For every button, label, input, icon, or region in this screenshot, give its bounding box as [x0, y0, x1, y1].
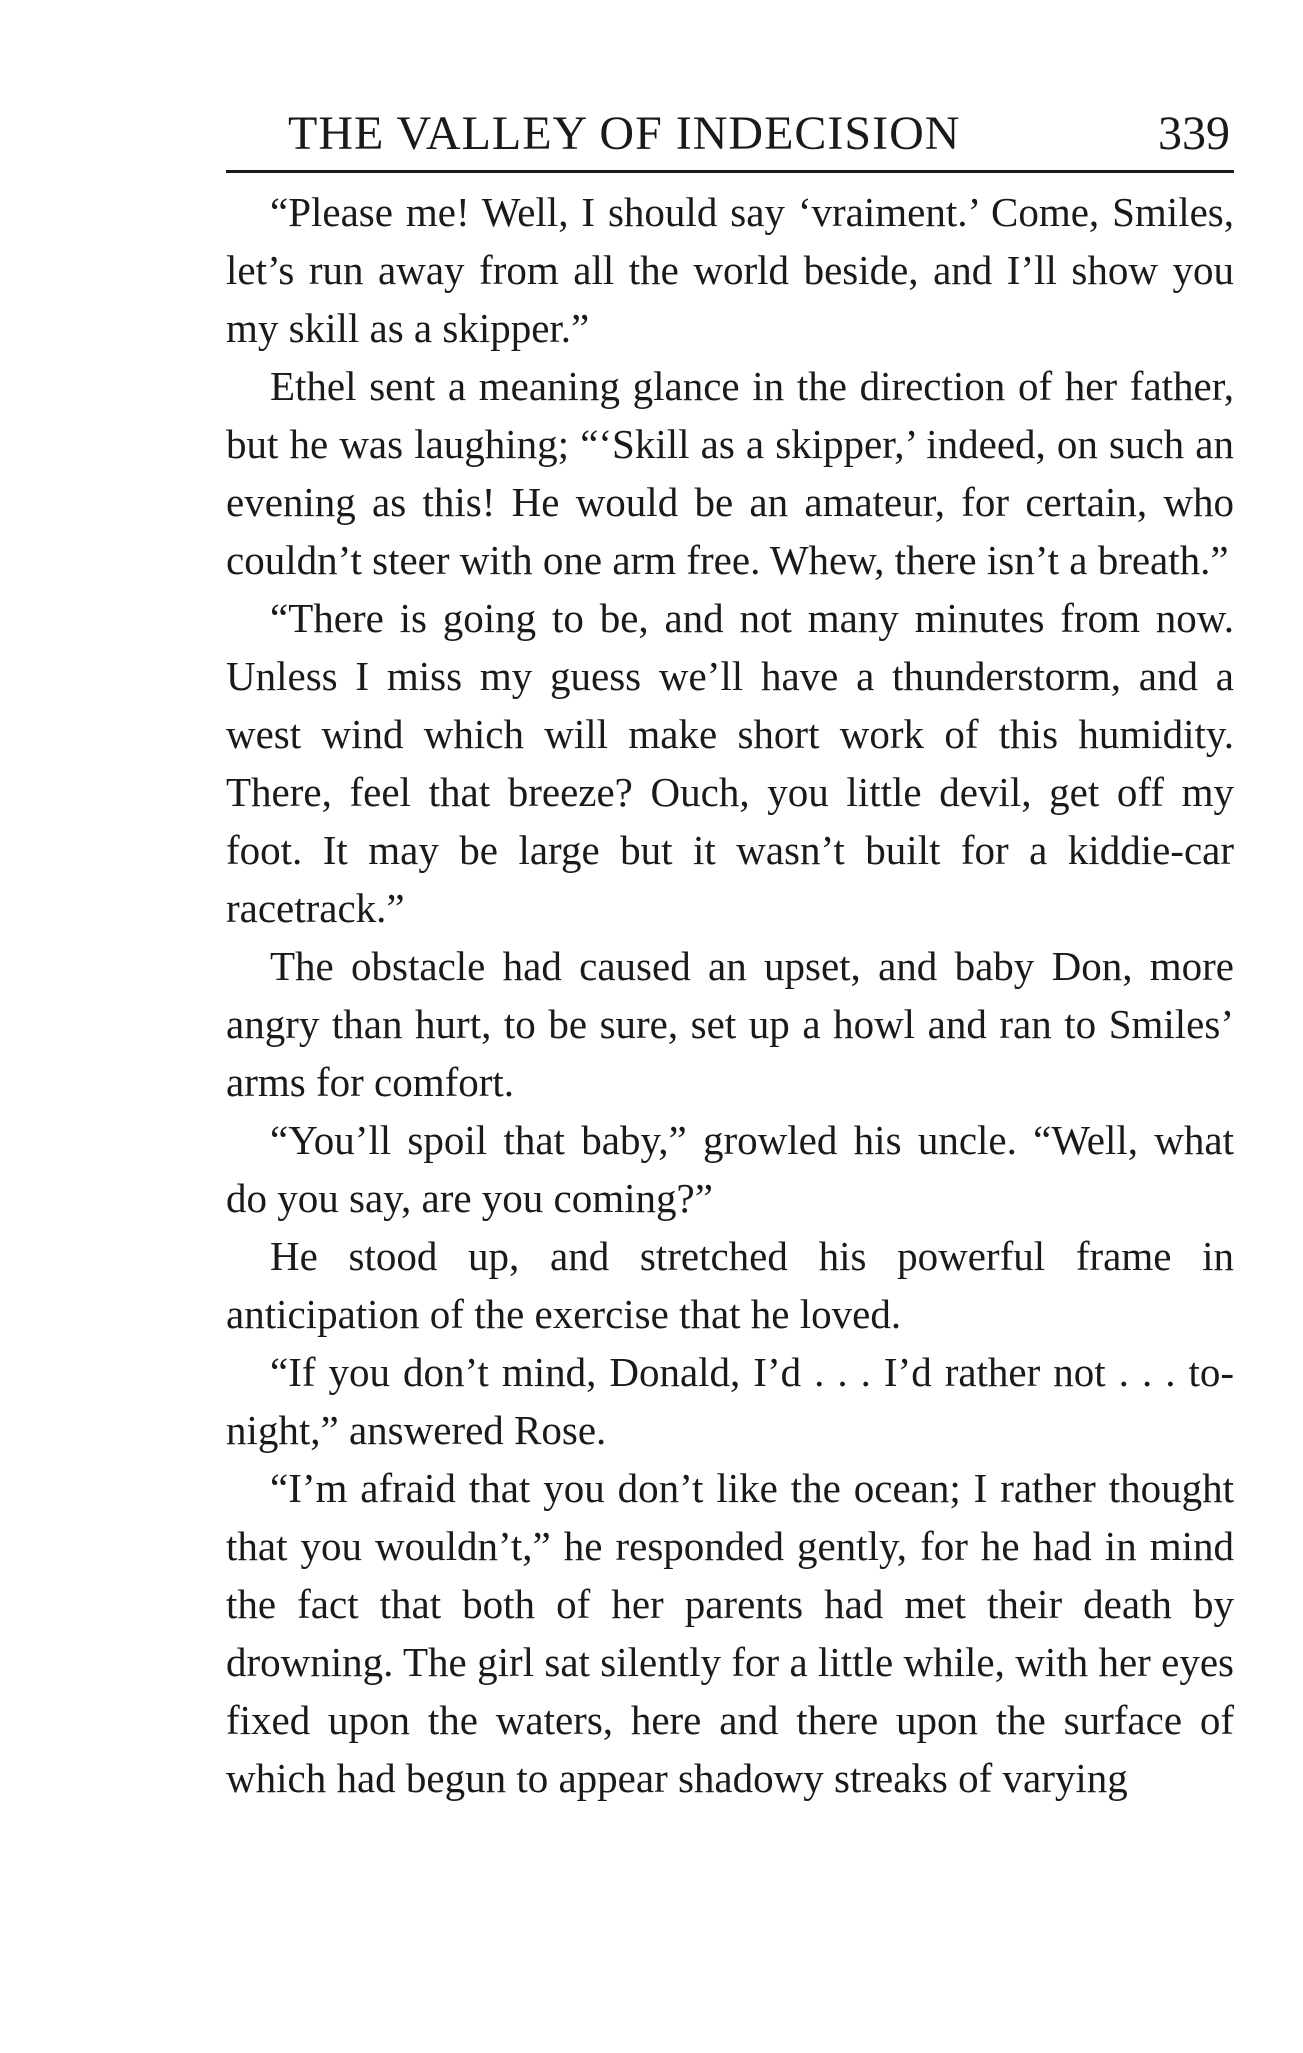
paragraph: He stood up, and stretched his powerful frame in anticipation of the exercise that he loved. [226, 1233, 1234, 1337]
text-body [226, 183, 1234, 1807]
paragraph: “I’m afraid that you don’t like the ocean; I rather thought that you wouldn’t,” he responded gently, for he had in mind the fact that both of her parents had met their death by drowning. The girl sat silently for a little while, with her eyes fixed upon the waters, here and there upon the surface of which had begun to appear shadowy streaks of varying [226, 1465, 1234, 1801]
paragraph: The obstacle had caused an upset, and baby Don, more angry than hurt, to be sure, set up a howl and ran to Smiles’ arms for comfort. [226, 943, 1234, 1105]
header-rule [226, 170, 1234, 173]
page-number: 339 [1158, 107, 1230, 160]
paragraph: “You’ll spoil that baby,” growled his uncle. “Well, what do you say, are you coming?” [226, 1117, 1234, 1221]
paragraph: Ethel sent a meaning glance in the direction of her father, but he was laughing; “‘Skill as a skipper,’ indeed, on such an evening as this! He would be an amateur, for certain, who couldn’t steer with one arm free. Whew, there isn’t a breath.” [226, 363, 1234, 583]
paragraph: “There is going to be, and not many minutes from now. Unless I miss my guess we’ll have a thunderstorm, and a west wind which will make short work of this humidity. There, feel that breeze? Ouch, you little devil, get off my foot. It may be large but it wasn’t built for a kiddie-car racetrack.” [226, 595, 1234, 931]
paragraph: “If you don’t mind, Donald, I’d . . . I’d rather not . . . to-night,” answered Rose. [226, 1349, 1234, 1453]
running-title: THE VALLEY OF INDECISION [288, 107, 961, 160]
running-head [226, 104, 1234, 164]
paragraph: “Please me! Well, I should say ‘vraiment.’ Come, Smiles, let’s run away from all the world beside, and I’ll show you my skill as a skipper.” [226, 189, 1234, 351]
book-page [226, 104, 1234, 1807]
